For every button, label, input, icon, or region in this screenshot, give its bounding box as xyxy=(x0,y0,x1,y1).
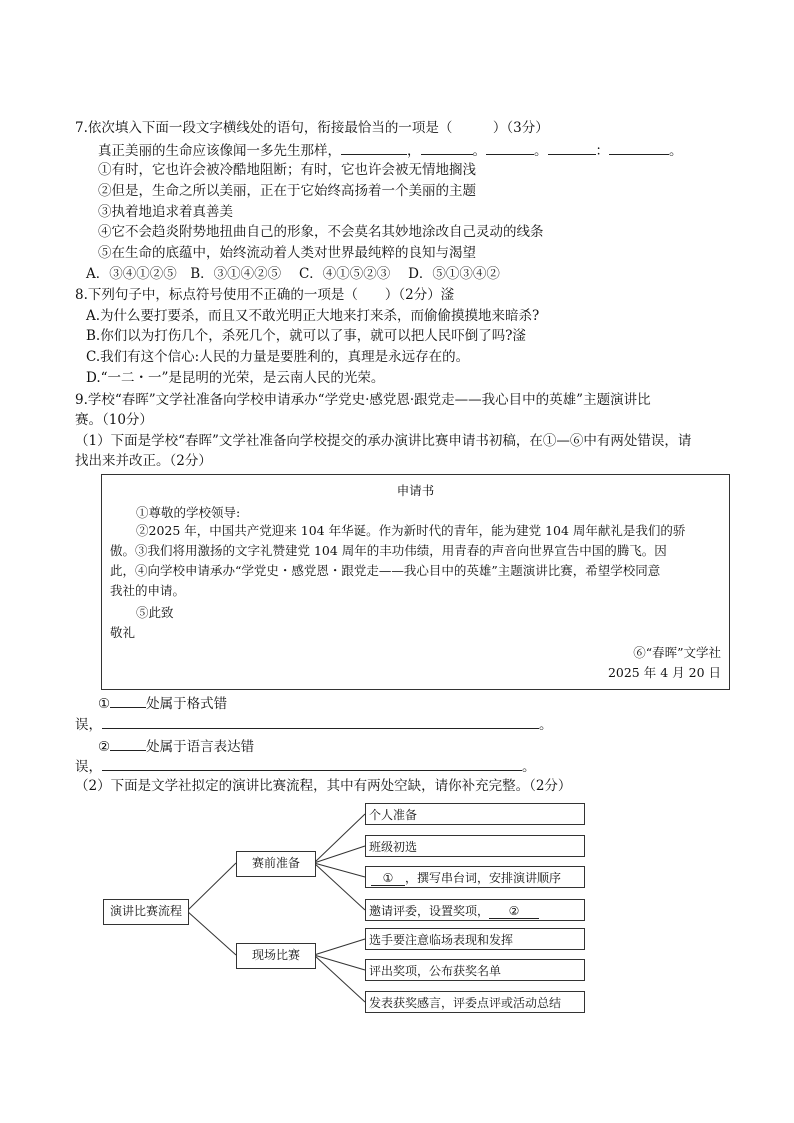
flow-root: 演讲比赛流程 xyxy=(103,899,189,925)
flow-live-performance: 选手要注意临场表现和发挥 xyxy=(365,928,585,950)
q9-sub2: （2）下面是文学社拟定的演讲比赛流程，其中有两处空缺，请你补充完整。（2分） xyxy=(75,778,572,794)
letter-signature: ⑥“春晖”文学社 xyxy=(633,645,721,660)
flow-awards: 评出奖项，公布获奖名单 xyxy=(365,959,585,981)
flow-step-text: 邀请评委，设置奖项， xyxy=(369,904,490,918)
flow-personal-prep: 个人准备 xyxy=(365,803,585,825)
answer2-end: 。 xyxy=(522,759,536,775)
q7-sep: ： xyxy=(595,143,609,159)
letter-line: 此，④向学校申请承办“学党史・感党恩・跟党走——我心目中的英雄”主题演讲比赛，希望学校同意 xyxy=(110,563,661,578)
q7-sep: 。 xyxy=(472,143,486,159)
q9-sub1-line1: （1）下面是学校“春晖”文学社准备向学校提交的承办演讲比赛申请书初稿，在①—⑥中有两处错误，请 xyxy=(75,433,692,449)
flow-class-trial: 班级初选 xyxy=(365,835,585,857)
q8-option-a: A.为什么要打要杀，而且又不敢光明正大地来打来杀，而偷偷摸摸地来暗杀? xyxy=(86,308,540,324)
flow-blank-2[interactable]: ② xyxy=(489,904,539,919)
answer2-cont: 误， xyxy=(75,759,102,775)
q7-option: ④它不会趋炎附势地扭曲自己的形象，不会莫名其妙地涂改自己灵动的线条 xyxy=(98,224,544,240)
letter-line: ②2025 年，中国共产党迎来 104 年华诞。作为新时代的青年，能为建党 104 周年献礼是我们的骄 xyxy=(136,523,686,538)
connector-line xyxy=(187,863,236,911)
q9-sub1-line2: 找出来并改正。（2分） xyxy=(75,453,212,469)
q8-option-d: D.“一二・一”是昆明的光荣，是云南人民的光荣。 xyxy=(86,370,385,386)
flow-step-blank1 xyxy=(365,866,585,888)
connector-line xyxy=(314,846,365,863)
letter-line: 敬礼 xyxy=(110,625,136,640)
q7-option: ②但是，生命之所以美丽，正在于它始终高扬着一个美丽的主题 xyxy=(98,183,476,199)
answer2-prefix: ② xyxy=(98,739,111,755)
letter-line: ⑤此致 xyxy=(136,605,174,620)
q7-option: ⑤在生命的底蕴中，始终流动着人类对世界最纯粹的良知与渴望 xyxy=(98,245,476,261)
q7-passage-start: 真正美丽的生命应该像闻一多先生那样， xyxy=(98,143,341,159)
flow-prep: 赛前准备 xyxy=(236,851,316,877)
q7-option: ③执着地追求着真善美 xyxy=(98,204,233,220)
connector-line xyxy=(314,939,365,955)
q7-choices: A．③④①②⑤ B．③①④②⑤ C．④①⑤②③ D．⑤①③④② xyxy=(86,266,500,282)
q7-option: ①有时，它也许会被冷酷地阻断；有时，它也许会被无情地搁浅 xyxy=(98,162,476,178)
answer1-end: 。 xyxy=(539,717,553,733)
letter-title: 申请书 xyxy=(396,483,435,498)
letter-line: ①尊敬的学校领导: xyxy=(136,505,241,520)
q9-stem-line1: 9.学校“春晖”文学社准备向学校申请承办“学党史·感党恩·跟党走——我心目中的英雄”主题演讲比 xyxy=(75,392,651,408)
flow-step-blank2 xyxy=(365,899,585,921)
q7-stem: 7.依次填入下面一段文字横线处的语句，衔接最恰当的一项是（ ）（3分） xyxy=(75,120,549,136)
letter-date: 2025 年 4 月 20 日 xyxy=(607,665,721,680)
q8-option-b: B.你们以为打伤几个，杀死几个，就可以了事，就可以把人民吓倒了吗?滏 xyxy=(86,328,526,344)
q7-sep: 。 xyxy=(669,143,683,159)
letter-line: 我社的申请。 xyxy=(110,583,186,598)
answer1-prefix: ① xyxy=(98,696,111,712)
flow-live: 现场比赛 xyxy=(236,943,316,969)
answer1-cont: 误， xyxy=(75,717,102,733)
flow-step-text: ，撰写串台词，安排演讲顺序 xyxy=(405,871,562,885)
answer2-suffix: 处属于语言表达错 xyxy=(146,739,255,755)
letter-line: 傲。③我们将用激扬的文字礼赞建党 104 周年的丰功伟绩，用青春的声音向世界宣告中国的腾飞。因 xyxy=(110,543,667,558)
connector-line xyxy=(314,814,365,863)
flow-summary: 发表获奖感言，评委点评或活动总结 xyxy=(365,991,585,1013)
q7-sep: 。 xyxy=(534,143,548,159)
q8-option-c: C.我们有这个信心:人民的力量是要胜利的，真理是永远存在的。 xyxy=(86,349,470,365)
flow-blank-1[interactable]: ① xyxy=(371,871,405,886)
q8-stem: 8.下列句子中，标点符号使用不正确的一项是（ ）（2分）滏 xyxy=(75,287,455,303)
connector-line xyxy=(187,911,236,955)
answer1-suffix: 处属于格式错 xyxy=(146,696,228,712)
q9-stem-line2: 赛。（10分） xyxy=(75,412,153,428)
q7-sep: ， xyxy=(407,143,421,159)
